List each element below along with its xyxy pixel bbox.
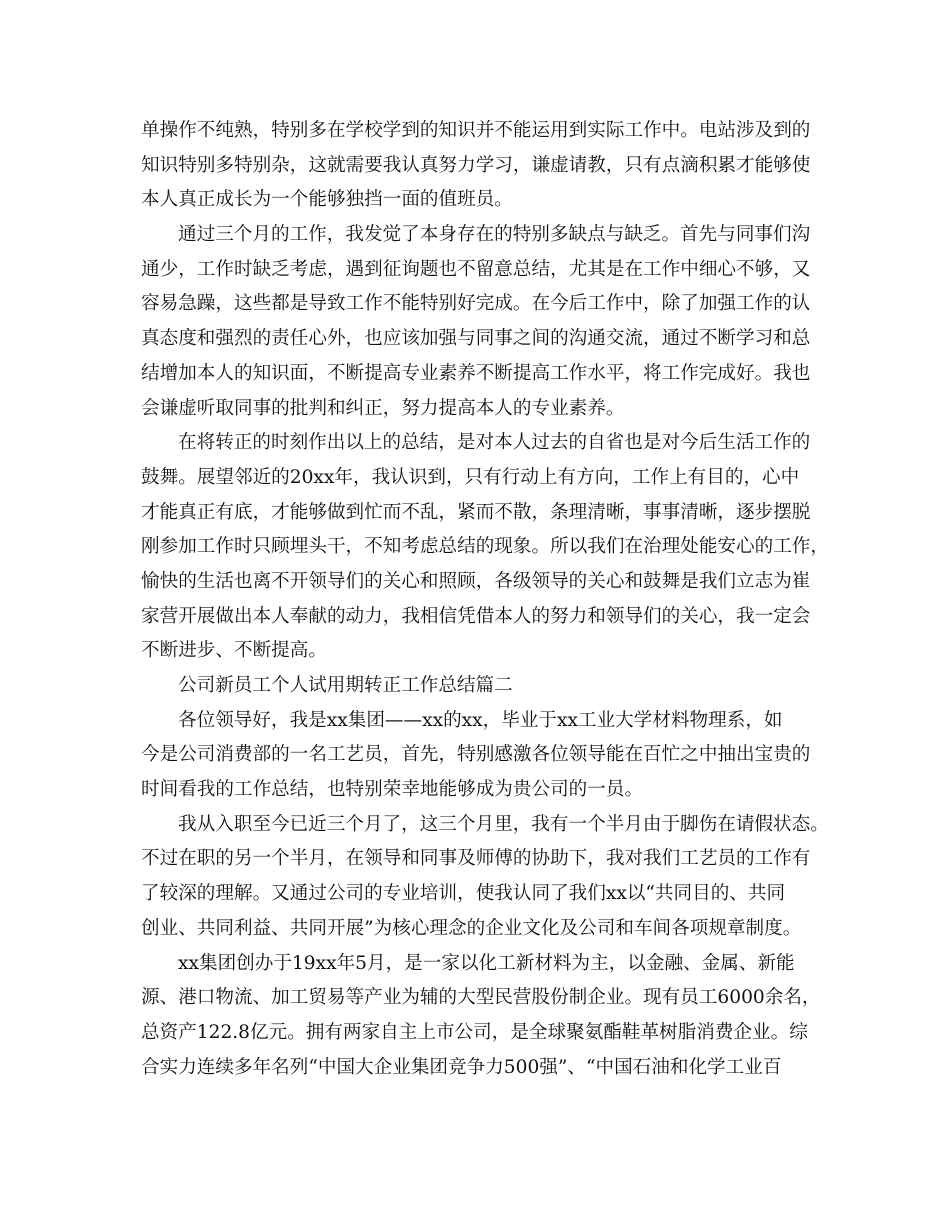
text-line: 在将转正的时刻作出以上的总结，是对本人过去的自省也是对今后生活工作的 — [178, 432, 811, 454]
text-line: 时间看我的工作总结，也特别荣幸地能够成为贵公司的一员。 — [141, 779, 644, 801]
text-line: 通过三个月的工作，我发觉了本身存在的特别多缺点与缺乏。首先与同事们沟 — [178, 224, 811, 246]
text-line: 不过在职的另一个半月，在领导和同事及师傅的协助下，我对我们工艺员的工作有 — [141, 848, 811, 870]
text-line: 单操作不纯熟，特别多在学校学到的知识并不能运用到实际工作中。电站涉及到的 — [141, 120, 811, 141]
text-line: 真态度和强烈的责任心外，也应该加强与同事之间的沟通交流，通过不断学习和总 — [141, 328, 811, 350]
text-line: 我从入职至今已近三个月了，这三个月里，我有一个半月由于脚伤在请假状态。 — [178, 813, 829, 835]
text-line: 知识特别多特别杂，这就需要我认真努力学习，谦虚请教，只有点滴积累才能够使 — [141, 154, 811, 176]
text-line: 了较深的理解。又通过公司的专业培训，使我认同了我们xx以“共同目的、共同 — [141, 883, 786, 905]
text-line: 各位领导好，我是xx集团——xx的xx，毕业于xx工业大学材料物理系，如 — [178, 709, 783, 731]
text-line: 公司新员工个人试用期转正工作总结篇二 — [178, 675, 513, 696]
text-line: 通少，工作时缺乏考虑，遇到征询题也不留意总结，尤其是在工作中细心不够，又 — [141, 258, 811, 280]
text-line: 鼓舞。展望邻近的20xx年，我认识到，只有行动上有方向，工作上有目的，心中 — [141, 466, 800, 488]
text-line: 创业、共同利益、共同开展”为核心理念的企业文化及公司和车间各项规章制度。 — [141, 917, 802, 939]
text-line: 愉快的生活也离不开领导们的关心和照顾，各级领导的关心和鼓舞是我们立志为崔 — [141, 570, 811, 592]
text-line: 家营开展做出本人奉献的动力，我相信凭借本人的努力和领导们的关心，我一定会 — [141, 605, 811, 627]
text-line: 本人真正成长为一个能够独挡一面的值班员。 — [141, 189, 513, 211]
text-line: 刚参加工作时只顾埋头干，不知考虑总结的现象。所以我们在治理处能安心的工作， — [141, 536, 829, 558]
text-line: 容易急躁，这些都是导致工作不能特别好完成。在今后工作中，除了加强工作的认 — [141, 293, 811, 315]
text-line: 会谦虚听取同事的批判和纠正，努力提高本人的专业素养。 — [141, 397, 625, 419]
text-line: 才能真正有底，才能够做到忙而不乱，紧而不散，条理清晰，事事清晰，逐步摆脱 — [141, 501, 811, 523]
text-line: 不断进步、不断提高。 — [141, 640, 327, 662]
text-line: 结增加本人的知识面，不断提高专业素养不断提高工作水平，将工作完成好。我也 — [141, 362, 811, 384]
text-line: 合实力连续多年名列“中国大企业集团竞争力500强”、“中国石油和化学工业百 — [141, 1056, 782, 1078]
document-body — [141, 114, 829, 1085]
text-line: 今是公司消费部的一名工艺员，首先，特别感激各位领导能在百忙之中抽出宝贵的 — [141, 744, 811, 766]
text-line: xx集团创办于19xx年5月，是一家以化工新材料为主，以金融、金属、新能 — [178, 952, 795, 974]
text-line: 源、港口物流、加工贸易等产业为辅的大型民营股份制企业。现有员工6000余名， — [141, 987, 821, 1009]
text-line: 总资产122.8亿元。拥有两家自主上市公司，是全球聚氨酯鞋革树脂消费企业。综 — [141, 1021, 808, 1043]
